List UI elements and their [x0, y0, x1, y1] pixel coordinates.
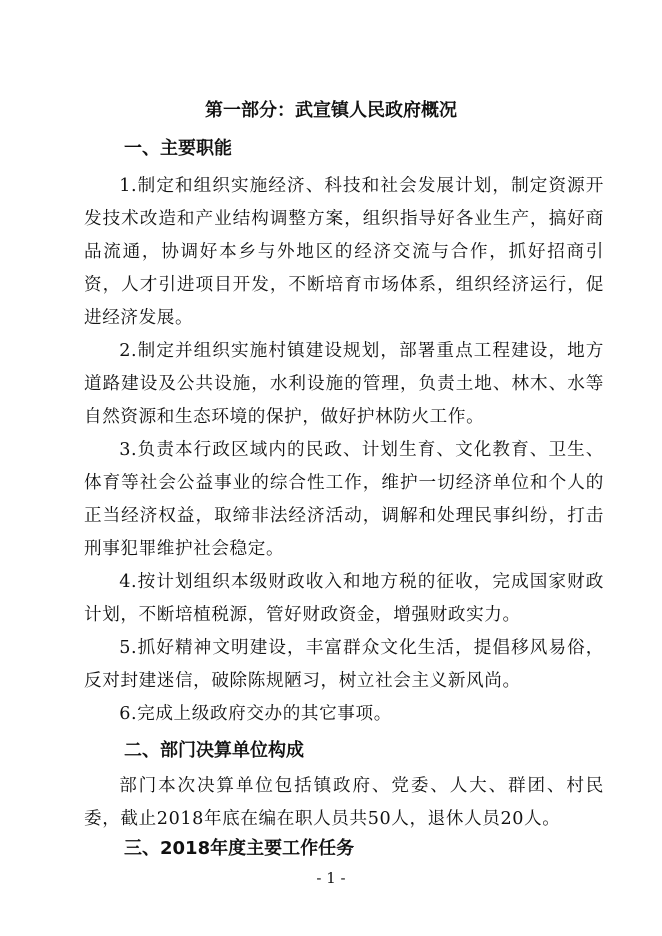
function-item-2: 2.制定并组织实施村镇建设规划，部署重点工程建设，地方道路建设及公共设施，水利设施的管理，负责土地、林木、水等自然资源和生态环境的保护，做好护林防火工作。: [84, 341, 604, 427]
section-heading-main-functions: 一、主要职能: [124, 138, 232, 159]
page-number: - 1 -: [316, 869, 346, 887]
function-item-6: 6.完成上级政府交办的其它事项。: [119, 704, 392, 724]
section-heading-unit-composition: 二、部门决算单位构成: [124, 740, 304, 761]
function-item-3: 3.负责本行政区域内的民政、计划生育、文化教育、卫生、体育等社会公益事业的综合性工作，维护一切经济单位和个人的正当经济权益，取缔非法经济活动，调解和处理民事纠纷，打击刑事犯罪维护社会稳定。: [84, 440, 604, 559]
function-item-4: 4.按计划组织本级财政收入和地方税的征收，完成国家财政计划，不断培植税源，管好财政资金，增强财政实力。: [84, 572, 604, 625]
page-title: 第一部分：武宣镇人民政府概况: [205, 100, 457, 121]
section-heading-work-tasks: 三、2018年度主要工作任务: [124, 838, 355, 859]
function-item-1: 1.制定和组织实施经济、科技和社会发展计划，制定资源开发技术改造和产业结构调整方案，组织指导好各业生产，搞好商品流通，协调好本乡与外地区的经济交流与合作，抓好招商引资，人才引进项目开发，不断培育市场体系，组织经济运行，促进经济发展。: [84, 176, 604, 328]
unit-composition-text: 部门本次决算单位包括镇政府、党委、人大、群团、村民委，截止2018年底在编在职人员共50人，退休人员20人。: [84, 776, 604, 829]
function-item-5: 5.抓好精神文明建设，丰富群众文化生活，提倡移风易俗，反对封建迷信，破除陈规陋习，树立社会主义新风尚。: [84, 638, 604, 691]
